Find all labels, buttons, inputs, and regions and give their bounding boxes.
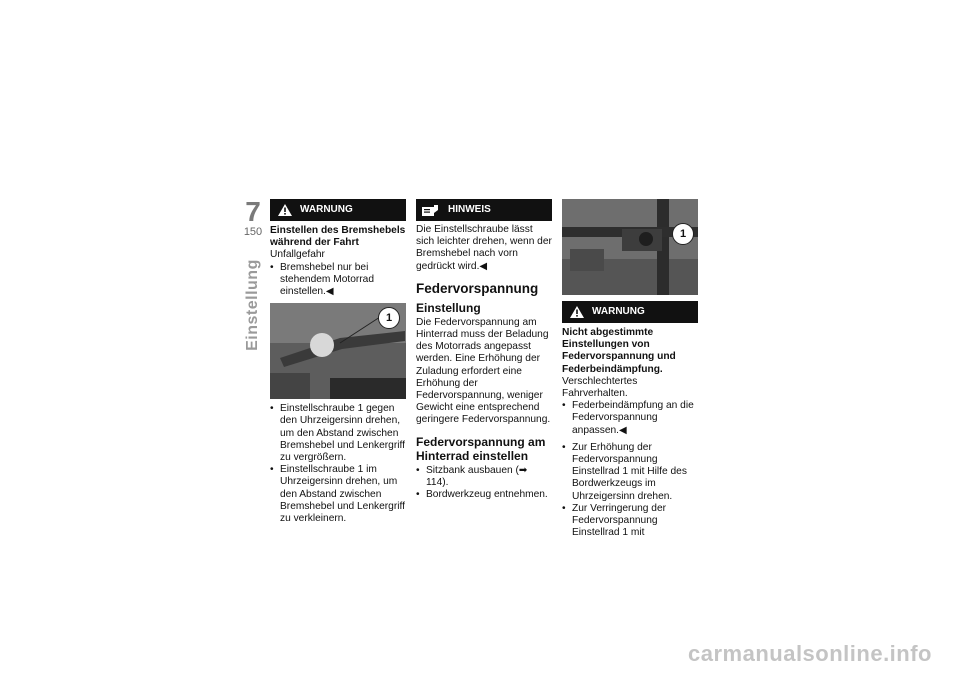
warning-icon xyxy=(270,204,300,216)
brake-lever-photo xyxy=(270,303,406,399)
chapter-title: Einstellung xyxy=(244,259,261,351)
list-item: • Zur Verringerung der Federvorspannung Einstellrad 1 mit xyxy=(562,503,698,540)
list-item: • Zur Erhöhung der Federvorspannung Einstellrad 1 mit Hilfe des Bordwerkzeugs im Uhrzeigersinn drehen. xyxy=(562,442,698,503)
list-item: • Einstellschraube 1 gegen den Uhrzeigersinn drehen, um den Abstand zwischen Bremshebel und Lenkergriff zu vergrößern. xyxy=(270,403,406,464)
list-item: • Sitzbank ausbauen (➡ 114). xyxy=(416,465,552,489)
watermark: carmanualsonline.info xyxy=(688,641,932,666)
warning-sub: Verschlechtertes Fahrverhalten. xyxy=(562,375,638,400)
page-number: 150 xyxy=(243,226,263,238)
spring-adjuster-photo xyxy=(562,199,698,295)
list-item: • Federbeindämpfung an die Federvorspannung anpassen.◀ xyxy=(562,400,698,437)
column-1 xyxy=(270,199,406,525)
hint-bar xyxy=(416,199,552,221)
list-item: • Bordwerkzeug entnehmen. xyxy=(416,489,552,501)
warning-bar xyxy=(562,301,698,323)
warning-title: Einstellen des Bremshebels während der Fahrt xyxy=(270,225,406,249)
warning-label: WARNUNG xyxy=(300,203,353,215)
chapter-number: 7 xyxy=(245,196,261,227)
warning-title: Nicht abgestimmte Einstellungen von Federvorspannung und Federbeindämpfung. xyxy=(562,327,676,375)
warning-icon xyxy=(562,306,592,318)
list-item: • Bremshebel nur bei stehendem Motorrad einstellen.◀ xyxy=(270,262,406,299)
callout-1: 1 xyxy=(672,223,694,245)
list-item: • Einstellschraube 1 im Uhrzeigersinn drehen, um den Abstand zwischen Bremshebel und Lenkergriff zu verkleinern. xyxy=(270,464,406,525)
warning-sub: Unfallgefahr xyxy=(270,249,325,261)
callout-1: 1 xyxy=(378,307,400,329)
column-2 xyxy=(416,199,552,501)
hint-text: Die Einstellschraube lässt sich leichter drehen, wenn der Bremshebel nach vorn gedrückt wird.◀ xyxy=(416,224,552,272)
hint-label: HINWEIS xyxy=(448,203,491,215)
warning-bar xyxy=(270,199,406,221)
section-heading: Federvorspannung xyxy=(416,280,539,296)
warning-label: WARNUNG xyxy=(592,305,645,317)
subsection-heading: Einstellung xyxy=(416,300,481,315)
paragraph: Die Federvorspannung am Hinterrad muss der Beladung des Motorrads angepasst werden. Eine Erhöhung der Zuladung erfordert eine Erhöhung der Federvorspannung, weniger Gewicht eine entsprechend geringere Federvorspannung. xyxy=(416,316,551,426)
subsection-heading-2: Federvorspannung am Hinterrad einstellen xyxy=(416,434,546,463)
column-3 xyxy=(562,199,698,539)
hint-icon xyxy=(416,205,448,216)
